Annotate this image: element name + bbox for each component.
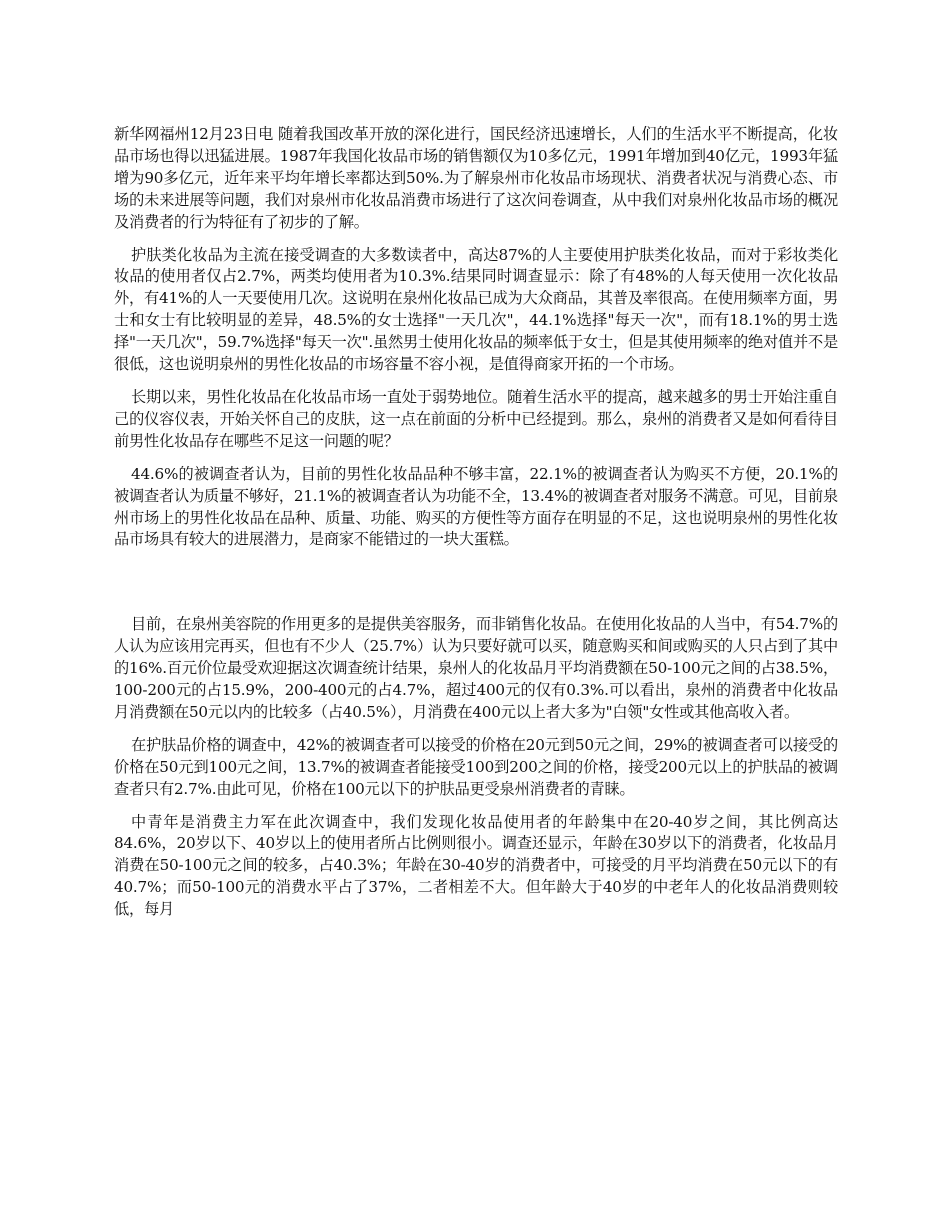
paragraph-male-shortcomings: 44.6%的被调查者认为，目前的男性化妆品品种不够丰富，22.1%的被调查者认为购买不方便，20.1%的被调查者认为质量不够好，21.1%的被调查者认为功能不全，13.4%的被调查者对服务不满意。可见，目前泉州市场上的男性化妆品在品种、质量、功能、购买的方便性等方面存在明显的不足，这也说明泉州的男性化妆品市场具有较大的进展潜力，是商家不能错过的一块大蛋糕。: [114, 464, 838, 549]
paragraph-spending: 目前，在泉州美容院的作用更多的是提供美容服务，而非销售化妆品。在使用化妆品的人当中，有54.7%的人认为应该用完再买，但也有不少人（25.7%）认为只要好就可以买，随意购买和间或购买的人只占到了其中的16%.百元价位最受欢迎据这次调查统计结果，泉州人的化妆品月平均消费额在50-100元之间的占38.5%，100-200元的占15.9%，200-400元的占4.7%，超过400元的仅有0.3%.可以看出，泉州的消费者中化妆品月消费额在50元以内的比较多（占40.5%），月消费在400元以上者大多为"白领"女性或其他高收入者。: [114, 615, 838, 721]
section-gap: [114, 562, 838, 614]
paragraph-age-groups: 中青年是消费主力军在此次调查中，我们发现化妆品使用者的年龄集中在20-40岁之间，其比例高达84.6%，20岁以下、40岁以上的使用者所占比例则很小。调查还显示，年龄在30岁以下的消费者，化妆品月消费在50-100元之间的较多，占40.3%；年龄在30-40岁的消费者中，可接受的月平均消费在50元以下的有40.7%；而50-100元的消费水平占了37%，二者相差不大。但年龄大于40岁的中老年人的化妆品消费则较低，每月: [114, 812, 838, 919]
document-body: [114, 124, 838, 932]
paragraph-male-cosmetics: 长期以来，男性化妆品在化妆品市场一直处于弱势地位。随着生活水平的提高，越来越多的男士开始注重自己的仪容仪表，开始关怀自己的皮肤，这一点在前面的分析中已经提到。那么，泉州的消费者又是如何看待目前男性化妆品存在哪些不足这一问题的呢？: [114, 387, 838, 450]
paragraph-skincare-usage: 护肤类化妆品为主流在接受调查的大多数读者中，高达87%的人主要使用护肤类化妆品，而对于彩妆类化妆品的使用者仅占2.7%，两类均使用者为10.3%.结果同时调查显示：除了有48%的人每天使用一次化妆品外，有41%的人一天要使用几次。这说明在泉州化妆品已成为大众商品，其普及率很高。在使用频率方面，男士和女士有比较明显的差异，48.5%的女士选择"一天几次"，44.1%选择"每天一次"，而有18.1%的男士选择"一天几次"，59.7%选择"每天一次".虽然男士使用化妆品的频率低于女士，但是其使用频率的绝对值并不是很低，这也说明泉州的男性化妆品的市场容量不容小视，是值得商家开拓的一个市场。: [114, 245, 838, 374]
paragraph-intro: 新华网福州12月23日电 随着我国改革开放的深化进行，国民经济迅速增长，人们的生活水平不断提高，化妆品市场也得以迅猛进展。1987年我国化妆品市场的销售额仅为10多亿元，1991年增加到40亿元，1993年猛增为90多亿元，近年来平均年增长率都达到50%.为了解泉州市化妆品市场现状、消费者状况与消费心态、市场的未来进展等问题，我们对泉州市化妆品消费市场进行了这次问卷调查，从中我们对泉州化妆品市场的概况及消费者的行为特征有了初步的了解。: [114, 125, 838, 231]
paragraph-price-acceptance: 在护肤品价格的调查中，42%的被调查者可以接受的价格在20元到50元之间，29%的被调查者可以接受的价格在50元到100元之间，13.7%的被调查者能接受100到200之间的价格，接受200元以上的护肤品的被调查者只有2.7%.由此可见，价格在100元以下的护肤品更受泉州消费者的青睐。: [114, 735, 838, 798]
